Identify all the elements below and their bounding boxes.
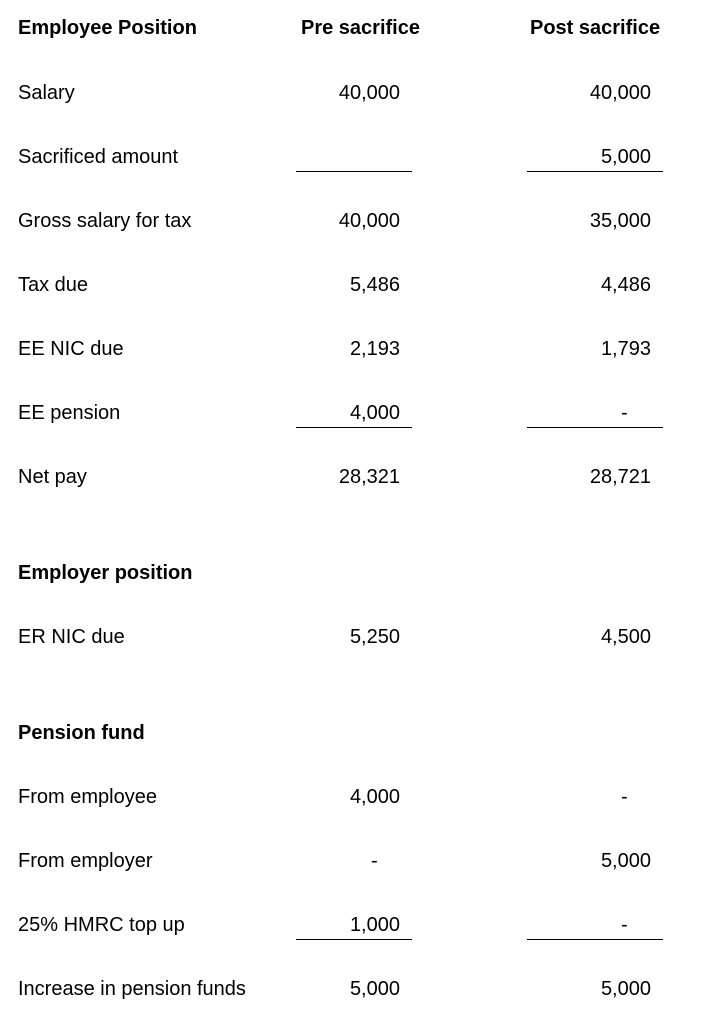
from-employee-post-value: - — [621, 786, 628, 808]
employee-position-heading: Employee Position — [18, 17, 197, 39]
row-label-er-nic-due: ER NIC due — [18, 626, 125, 648]
ee-nic-due-pre-value: 2,193 — [349, 338, 400, 360]
ee-pension-pre-value: 4,000 — [349, 402, 400, 424]
row-label-tax-due: Tax due — [18, 274, 89, 296]
from-employer-pre-value: - — [371, 850, 378, 872]
gross-salary-post-value: 35,000 — [589, 210, 651, 232]
subtotal-rule — [527, 427, 663, 428]
row-label-net-pay: Net pay — [18, 466, 87, 488]
sacrificed-amount-post-value: 5,000 — [600, 146, 651, 168]
ee-nic-due-post-value: 1,793 — [600, 338, 651, 360]
tax-due-pre-value: 5,486 — [349, 274, 400, 296]
hmrc-top-up-post-value: - — [621, 914, 628, 936]
tax-due-post-value: 4,486 — [600, 274, 651, 296]
gross-salary-pre-value: 40,000 — [338, 210, 400, 232]
row-label-ee-pension: EE pension — [18, 402, 121, 424]
er-nic-due-pre-value: 5,250 — [349, 626, 400, 648]
row-label-ee-nic-due: EE NIC due — [18, 338, 124, 360]
subtotal-rule — [527, 939, 663, 940]
subtotal-rule — [296, 939, 412, 940]
increase-in-pension-funds-pre-value: 5,000 — [349, 978, 400, 1000]
net-pay-post-value: 28,721 — [589, 466, 651, 488]
row-label-increase-in-pension-funds: Increase in pension funds — [18, 978, 246, 1000]
salary-post-value: 40,000 — [589, 82, 651, 104]
row-label-sacrificed-amount: Sacrificed amount — [18, 146, 179, 168]
row-label-hmrc-top-up: 25% HMRC top up — [18, 914, 185, 936]
er-nic-due-post-value: 4,500 — [600, 626, 651, 648]
ee-pension-post-value: - — [621, 402, 628, 424]
subtotal-rule — [527, 171, 663, 172]
salary-pre-value: 40,000 — [338, 82, 400, 104]
post-sacrifice-column-header: Post sacrifice — [530, 17, 661, 39]
row-label-from-employee: From employee — [18, 786, 157, 808]
row-label-salary: Salary — [18, 82, 75, 104]
increase-in-pension-funds-post-value: 5,000 — [600, 978, 651, 1000]
hmrc-top-up-pre-value: 1,000 — [349, 914, 400, 936]
net-pay-pre-value: 28,321 — [338, 466, 400, 488]
employer-position-heading: Employer position — [18, 562, 193, 584]
from-employer-post-value: 5,000 — [600, 850, 651, 872]
row-label-gross-salary: Gross salary for tax — [18, 210, 192, 232]
from-employee-pre-value: 4,000 — [349, 786, 400, 808]
pension-fund-heading: Pension fund — [18, 722, 145, 744]
row-label-from-employer: From employer — [18, 850, 153, 872]
pre-sacrifice-column-header: Pre sacrifice — [301, 17, 420, 39]
subtotal-rule — [296, 171, 412, 172]
subtotal-rule — [296, 427, 412, 428]
